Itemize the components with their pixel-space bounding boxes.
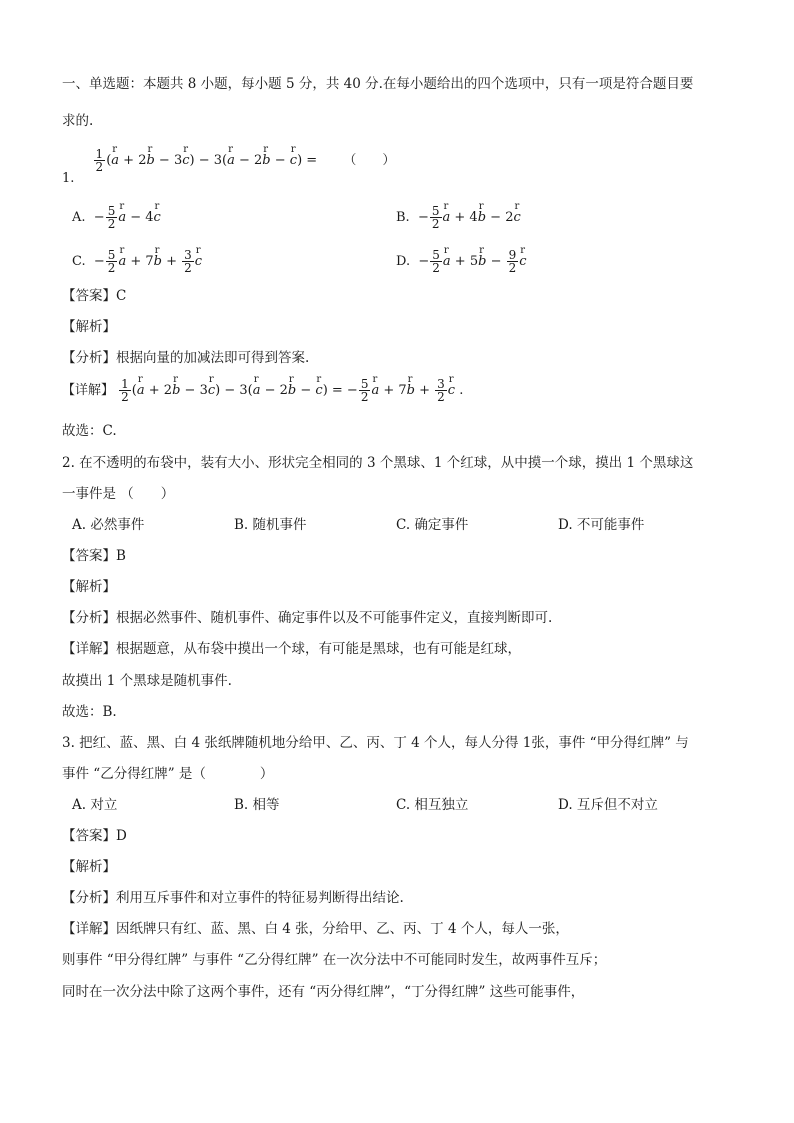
q3-xiangjie-line1: 【详解】因纸牌只有红、蓝、黑、白 4 张，分给甲、乙、丙、丁 4 个人，每人一张， <box>62 921 569 937</box>
q2-choose: 故选：B. <box>62 704 117 720</box>
q2-option-a: A. 必然事件 <box>72 517 145 533</box>
q1-option-c: C. − $\frac{5}{2}$ r a + 7r b + $\frac{3}{2}$ r c <box>72 249 202 274</box>
q3-fenxi: 【分析】利用互斥事件和对立事件的特征易判断得出结论. <box>62 890 404 906</box>
q1-option-a: A. − $\frac{5}{2}$ r a − 4r c <box>72 205 161 230</box>
q2-analysis-label: 【解析】 <box>62 579 116 595</box>
section-heading-line2: 求的. <box>62 113 94 129</box>
q3-option-c: C. 相互独立 <box>396 797 469 813</box>
q1-fenxi: 【分析】根据向量的加减法即可得到答案. <box>62 350 310 366</box>
q3-stem-line2: 事件 “乙分得红牌” 是（ ） <box>62 766 274 782</box>
q2-xiangjie-line1: 【详解】根据题意，从布袋中摸出一个球，有可能是黑球，也有可能是红球， <box>62 641 521 657</box>
section-heading-line1: 一、单选题：本题共 8 小题，每小题 5 分，共 40 分.在每小题给出的四个选项中，只有一项是符合题目要 <box>62 76 694 92</box>
q2-xiangjie-line2: 故摸出 1 个黑球是随机事件. <box>62 673 232 689</box>
q1-answer: 【答案】C <box>62 288 127 304</box>
q2-stem-line1: 2. 在不透明的布袋中，装有大小、形状完全相同的 3 个黑球、1 个红球，从中摸一个球，摸出 1 个黑球这 <box>62 455 694 471</box>
q1-choose: 故选：C. <box>62 423 117 439</box>
q3-xiangjie-line2: 则事件 “甲分得红牌” 与事件 “乙分得红牌” 在一次分法中不可能同时发生，故两事件互斥； <box>62 952 607 968</box>
q2-answer: 【答案】B <box>62 548 126 564</box>
q1-stem: 1. $\frac{1}{2}$ (r a + 2r b − 3r c) − 3(r a − 2r b − r c) = （ ） <box>62 148 395 173</box>
q2-option-b: B. 随机事件 <box>234 517 307 533</box>
q1-analysis-label: 【解析】 <box>62 319 116 335</box>
q2-option-d: D. 不可能事件 <box>558 517 645 533</box>
q3-answer: 【答案】D <box>62 828 127 844</box>
q2-stem-line2: 一事件是 （ ） <box>62 486 175 502</box>
q3-stem-line1: 3. 把红、蓝、黑、白 4 张纸牌随机地分给甲、乙、丙、丁 4 个人，每人分得 1张，事件 “甲分得红牌” 与 <box>62 735 689 751</box>
q3-xiangjie-line3: 同时在一次分法中除了这两个事件，还有 “丙分得红牌”，“丁分得红牌” 这些可能事件， <box>62 984 585 1000</box>
q3-analysis-label: 【解析】 <box>62 859 116 875</box>
q2-option-c: C. 确定事件 <box>396 517 469 533</box>
q3-option-a: A. 对立 <box>72 797 118 813</box>
q1-bracket: （ ） <box>343 153 396 168</box>
q2-fenxi: 【分析】根据必然事件、随机事件、确定事件以及不可能事件定义，直接判断即可. <box>62 610 553 626</box>
q1-number: 1. <box>62 171 75 186</box>
q3-option-b: B. 相等 <box>234 797 280 813</box>
q1-xiangjie: 【详解】 $\frac{1}{2}$ (r a + 2r b − 3r c) − 3(r a − 2r b − r c) = − $\frac{5}{2}$ r a + 7r b + $\frac{3}{2}$ r c . <box>62 378 463 403</box>
q3-option-d: D. 互斥但不对立 <box>558 797 658 813</box>
q1-option-d: D. − $\frac{5}{2}$ r a + 5r b − $\frac{9}{2}$ r c <box>396 249 527 274</box>
q1-option-b: B. − $\frac{5}{2}$ r a + 4r b − 2r c <box>396 205 521 230</box>
